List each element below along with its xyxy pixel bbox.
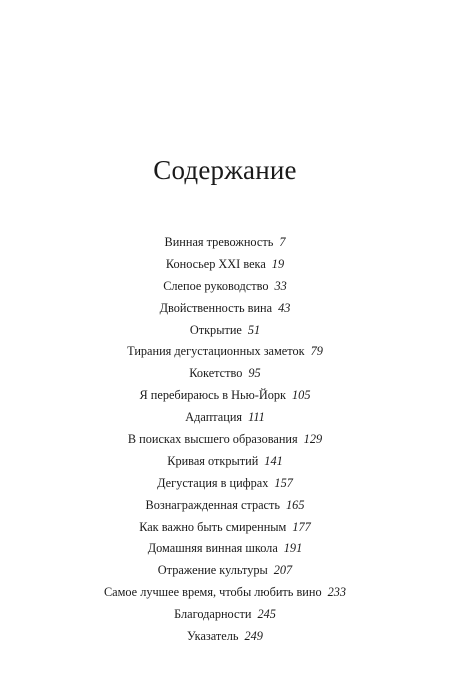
toc-entry [0, 341, 450, 363]
toc-entry [0, 298, 450, 320]
toc-entry-page: 129 [303, 432, 323, 447]
toc-entry-page: 79 [310, 344, 323, 359]
toc-entry [0, 560, 450, 582]
toc-entry-page: 177 [292, 519, 311, 534]
toc-entry-page: 233 [327, 585, 347, 600]
toc-entry-title: Я перебираюсь в Нью-Йорк [139, 388, 287, 403]
toc-entry-title: Винная тревожность [164, 235, 274, 249]
toc-entry [0, 407, 450, 429]
toc-entry-page: 141 [264, 453, 283, 468]
toc-entry-title: Слепое руководство [163, 278, 269, 293]
toc-entry [0, 320, 450, 342]
page-title: Содержание [153, 155, 297, 185]
toc-entry-title: Кривая открытий [167, 453, 259, 468]
table-of-contents [0, 232, 450, 648]
toc-entry [0, 604, 450, 626]
toc-entry-page: 7 [279, 235, 286, 249]
toc-entry-page: 249 [244, 629, 263, 644]
toc-entry-title: Домашняя винная школа [147, 541, 278, 556]
toc-entry-page: 207 [273, 563, 293, 578]
toc-entry-page: 51 [247, 322, 261, 337]
toc-entry [0, 429, 450, 451]
toc-entry-page: 191 [283, 541, 303, 556]
toc-entry [0, 451, 450, 473]
toc-entry [0, 495, 450, 517]
toc-entry-page: 165 [286, 497, 305, 512]
toc-entry-page: 33 [274, 278, 287, 293]
toc-entry [0, 363, 450, 385]
toc-entry [0, 232, 450, 254]
toc-entry-page: 43 [278, 300, 291, 315]
toc-entry-title: Адаптация [185, 410, 243, 425]
toc-entry-title: Отражение культуры [157, 563, 268, 578]
toc-entry-page: 19 [271, 256, 285, 271]
toc-entry [0, 517, 450, 539]
toc-entry-page: 245 [257, 607, 276, 622]
toc-entry [0, 385, 450, 407]
toc-entry-title: Коносьер XXI века [165, 256, 266, 271]
toc-entry [0, 538, 450, 560]
toc-entry-title: Вознагражденная страсть [145, 497, 281, 512]
toc-entry-title: В поисках высшего образования [127, 432, 298, 447]
toc-entry-page: 95 [248, 366, 261, 381]
toc-entry-page: 111 [248, 410, 265, 425]
toc-entry-title: Дегустация в цифрах [157, 475, 269, 490]
toc-entry [0, 582, 450, 604]
toc-entry-page: 105 [292, 388, 311, 403]
toc-entry-title: Тирания дегустационных заметок [127, 344, 305, 359]
toc-entry [0, 276, 450, 298]
toc-entry [0, 254, 450, 276]
toc-entry-title: Как важно быть смиренным [139, 519, 287, 534]
toc-entry-title: Самое лучшее время, чтобы любить вино [103, 585, 322, 600]
toc-entry-title: Благодарности [174, 607, 252, 622]
toc-entry-title: Двойственность вина [159, 300, 273, 315]
toc-entry-page: 157 [274, 475, 293, 490]
toc-entry-title: Указатель [187, 629, 239, 644]
toc-entry [0, 626, 450, 648]
toc-entry [0, 473, 450, 495]
toc-entry-title: Открытие [189, 322, 242, 337]
toc-entry-title: Кокетство [189, 366, 243, 381]
